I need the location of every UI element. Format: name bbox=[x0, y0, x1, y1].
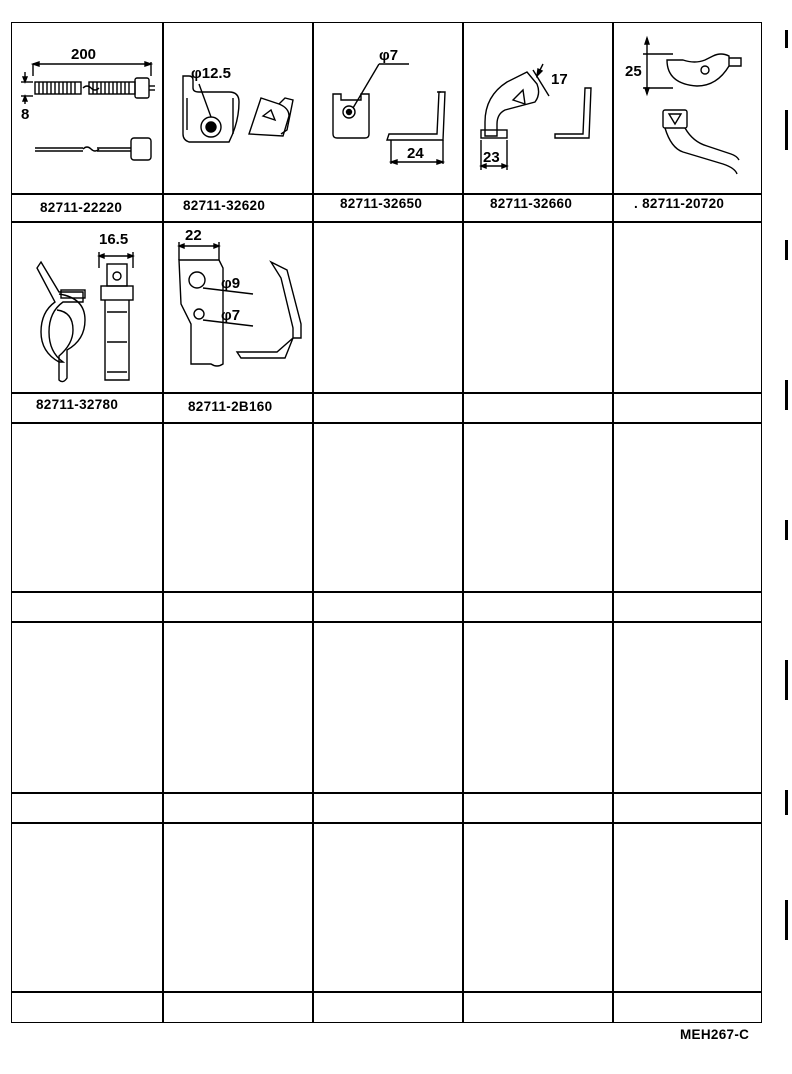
drawing-code: MEH267-C bbox=[680, 1027, 750, 1042]
grid-line bbox=[12, 822, 762, 824]
part-drawing-cable-tie bbox=[13, 24, 161, 192]
dim-height: 25 bbox=[625, 63, 642, 80]
scan-edge-mark bbox=[785, 660, 788, 700]
part-drawing-clip-25 bbox=[613, 24, 761, 192]
dim-hole: φ7 bbox=[379, 47, 399, 64]
grid-line bbox=[12, 422, 762, 424]
dim-width: 16.5 bbox=[99, 231, 129, 248]
part-drawing-curved-bracket bbox=[463, 24, 611, 192]
part-number: . 82711-20720 bbox=[634, 196, 725, 211]
dim-hole-large: φ9 bbox=[221, 275, 241, 292]
dim-hole-small: φ7 bbox=[221, 307, 241, 324]
scan-edge-mark bbox=[785, 790, 788, 815]
grid-line bbox=[12, 621, 762, 623]
grid-line bbox=[12, 991, 762, 993]
scan-edge-mark bbox=[785, 380, 788, 410]
scan-edge-mark bbox=[785, 520, 788, 540]
part-number: 82711-32780 bbox=[36, 397, 119, 412]
part-number: 82711-22220 bbox=[40, 200, 123, 215]
dim-height: 8 bbox=[21, 106, 30, 123]
part-drawing-clamp-16-5 bbox=[13, 222, 161, 390]
scan-edge-mark bbox=[785, 30, 788, 48]
part-number: 82711-32650 bbox=[340, 196, 423, 211]
grid-line bbox=[12, 792, 762, 794]
part-number: 82711-2B160 bbox=[188, 399, 273, 414]
scan-edge-mark bbox=[785, 110, 788, 150]
dim-width: 24 bbox=[407, 145, 424, 162]
grid-line bbox=[12, 392, 762, 394]
scan-edge-mark bbox=[785, 900, 788, 940]
grid-line bbox=[12, 591, 762, 593]
part-number: 82711-32660 bbox=[490, 196, 573, 211]
dim-hole: φ12.5 bbox=[191, 65, 231, 82]
dim-length: 200 bbox=[71, 46, 97, 63]
dim-width: 22 bbox=[185, 227, 202, 244]
part-number: 82711-32620 bbox=[183, 198, 266, 213]
scan-edge-mark bbox=[785, 240, 788, 260]
part-drawing-plate-22 bbox=[163, 222, 311, 390]
dim-width: 23 bbox=[483, 149, 500, 166]
grid-line bbox=[12, 193, 762, 195]
part-drawing-bracket-7 bbox=[313, 24, 461, 192]
part-drawing-bracket-12-5 bbox=[163, 24, 311, 192]
dim-height: 17 bbox=[551, 71, 568, 88]
